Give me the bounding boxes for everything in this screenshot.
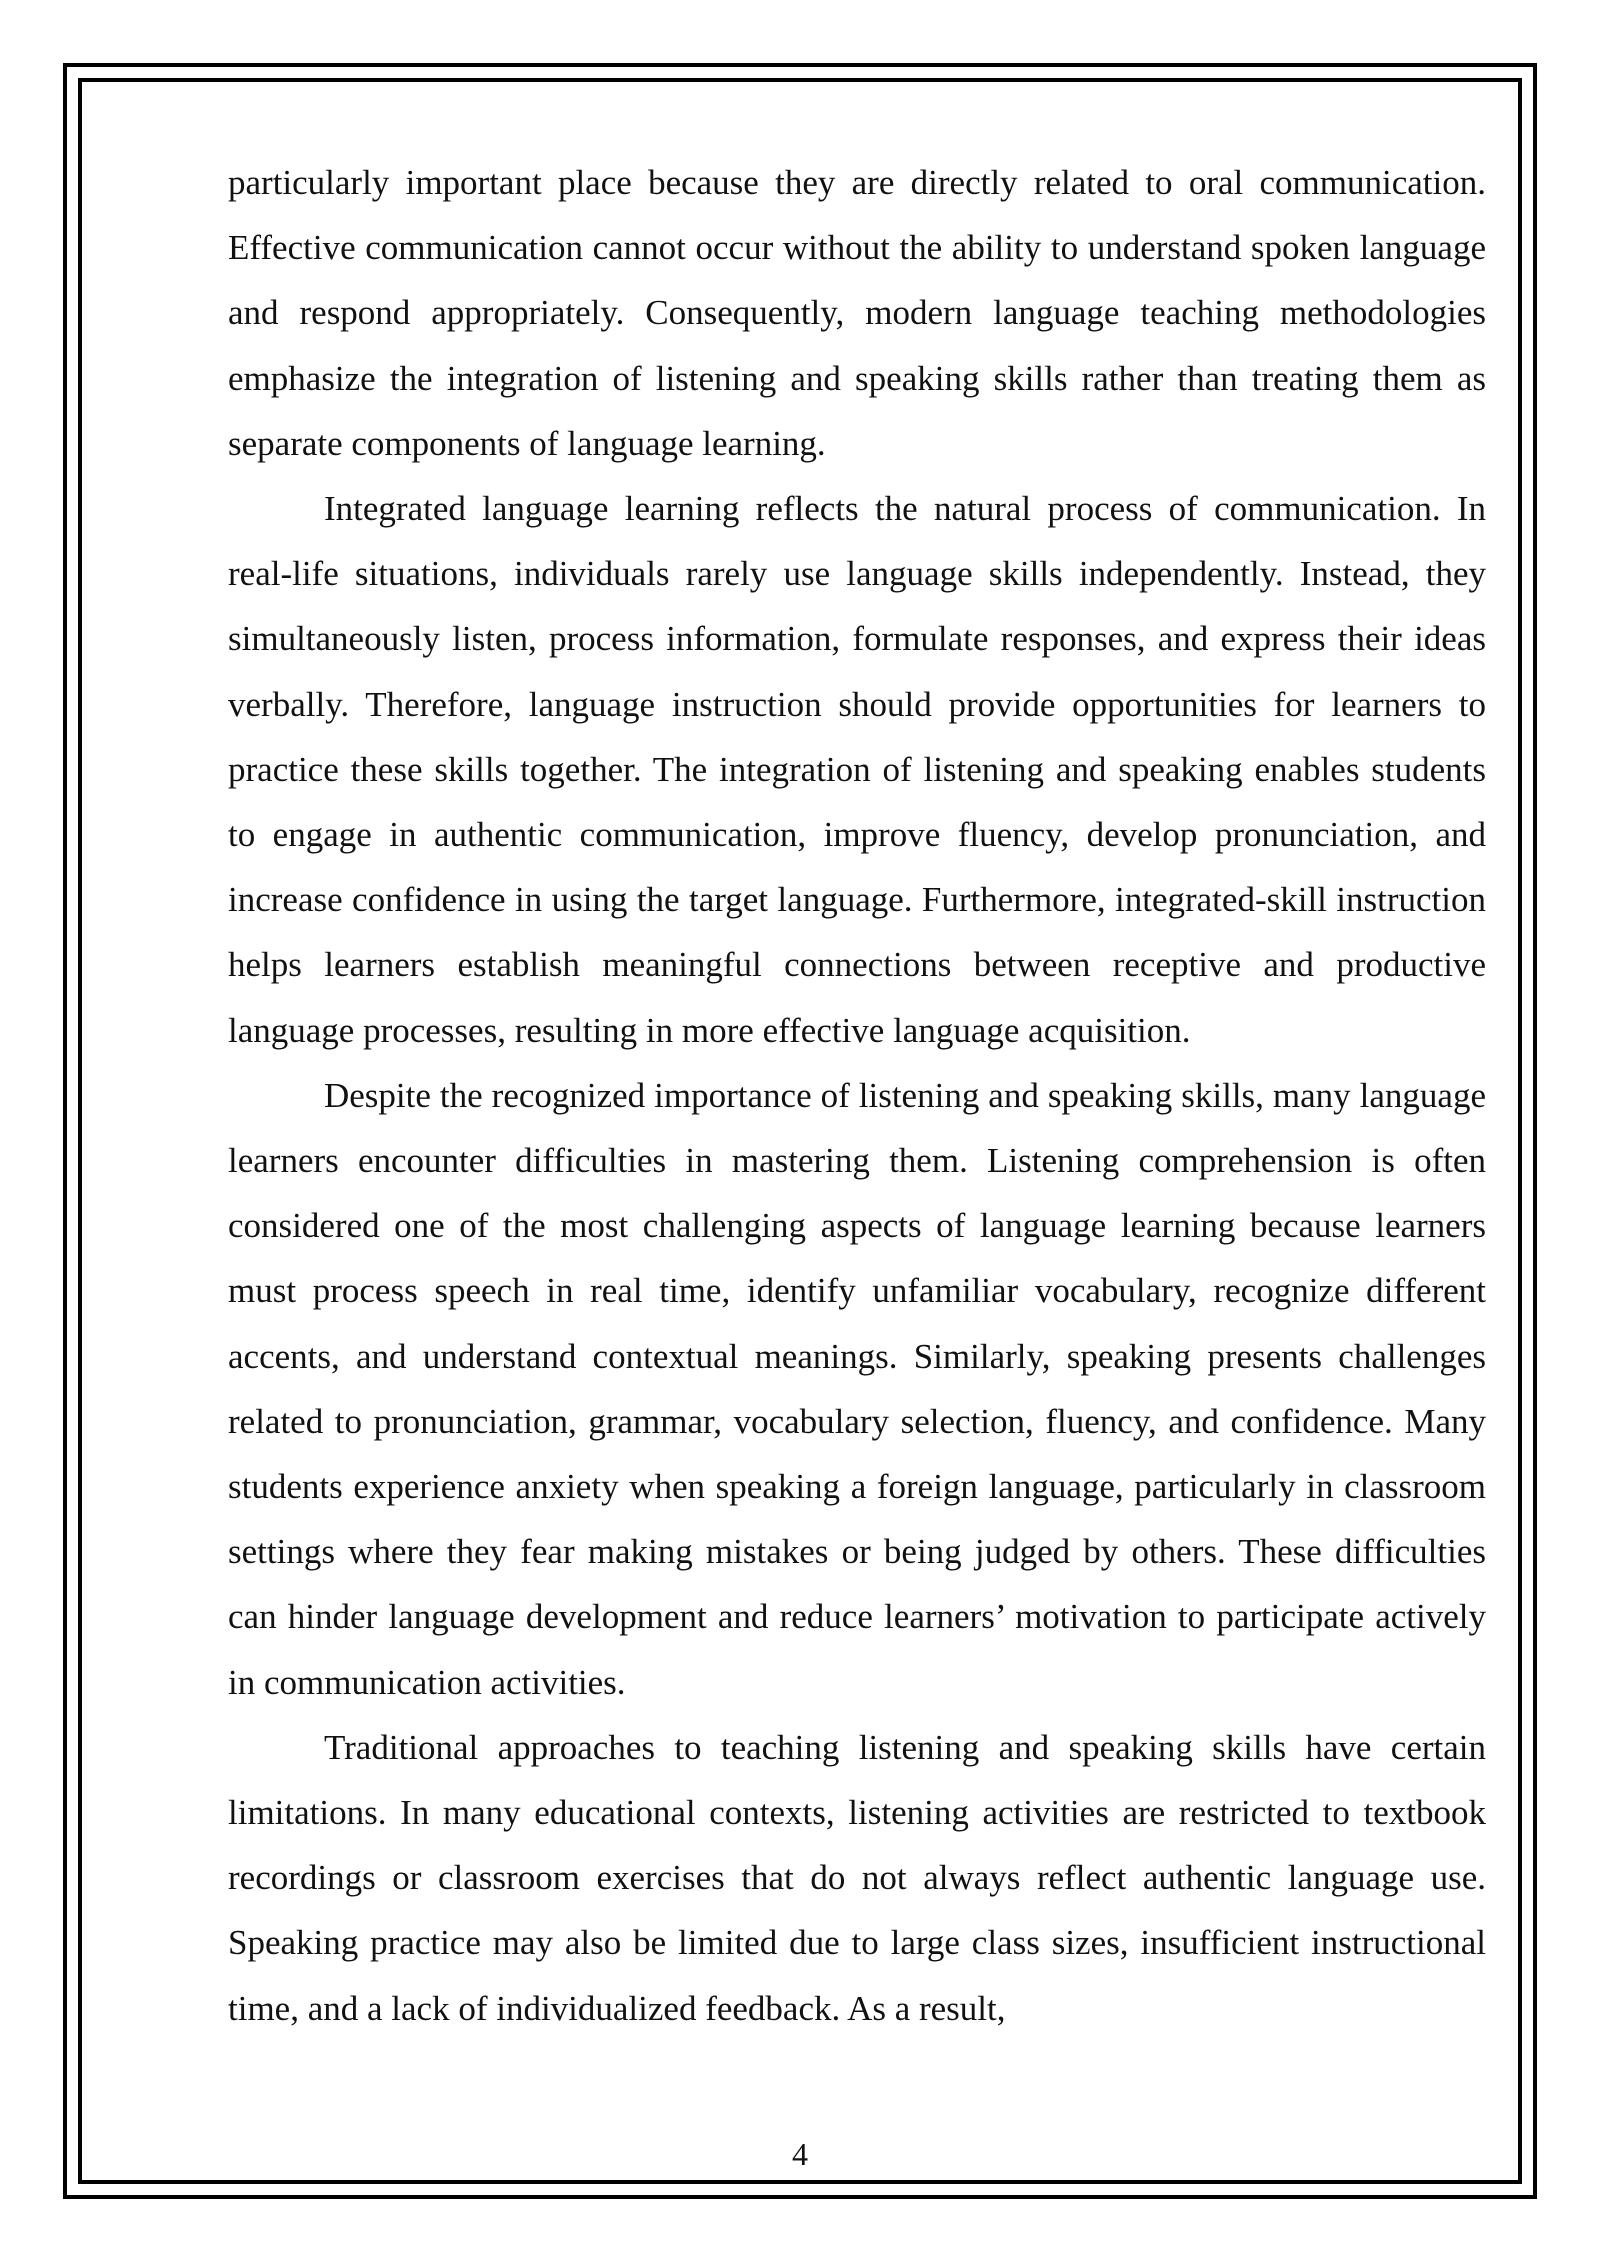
paragraph-learner-difficulties: Despite the recognized importance of listening and speaking skills, many language learners encounter difficulties in mastering them. Listening comprehension is often considered one of the most challenging aspects of language learning because learners must process speech in real time, identify unfamiliar vocabulary, recognize different accents, and understand contextual meanings. Similarly, speaking presents challenges related to pronunciation, grammar, vocabulary selection, fluency, and confidence. Many students experience anxiety when speaking a foreign language, particularly in classroom settings where they fear making mistakes or being judged by others. These difficulties can hinder language development and reduce learners’ motivation to participate actively in communication activities. [228, 1075, 1486, 1702]
document-body [228, 150, 1486, 2041]
page-number: 4 [792, 2136, 808, 2172]
paragraph-traditional-approaches: Traditional approaches to teaching listening and speaking skills have certain limitations. In many educational contexts, listening activities are restricted to textbook recordings or classroom exercises that do not always reflect authentic language use. Speaking practice may also be limited due to large class sizes, insufficient instructional time, and a lack of individualized feedback. As a result, [228, 1727, 1486, 2028]
paragraph-continuation: particularly important place because they are directly related to oral communication. Effective communication cannot occur without the ability to understand spoken language and respond appropriately. Consequently, modern language teaching methodologies emphasize the integration of listening and speaking skills rather than treating them as separate components of language learning. [228, 163, 1486, 463]
paragraph-integrated-learning: Integrated language learning reflects the natural process of communication. In real-life situations, individuals rarely use language skills independently. Instead, they simultaneously listen, process information, formulate responses, and express their ideas verbally. Therefore, language instruction should provide opportunities for learners to practice these skills together. The integration of listening and speaking enables students to engage in authentic communication, improve fluency, develop pronunciation, and increase confidence in using the target language. Furthermore, integrated-skill instruction helps learners establish meaningful connections between receptive and productive language processes, resulting in more effective language acquisition. [228, 489, 1486, 1050]
